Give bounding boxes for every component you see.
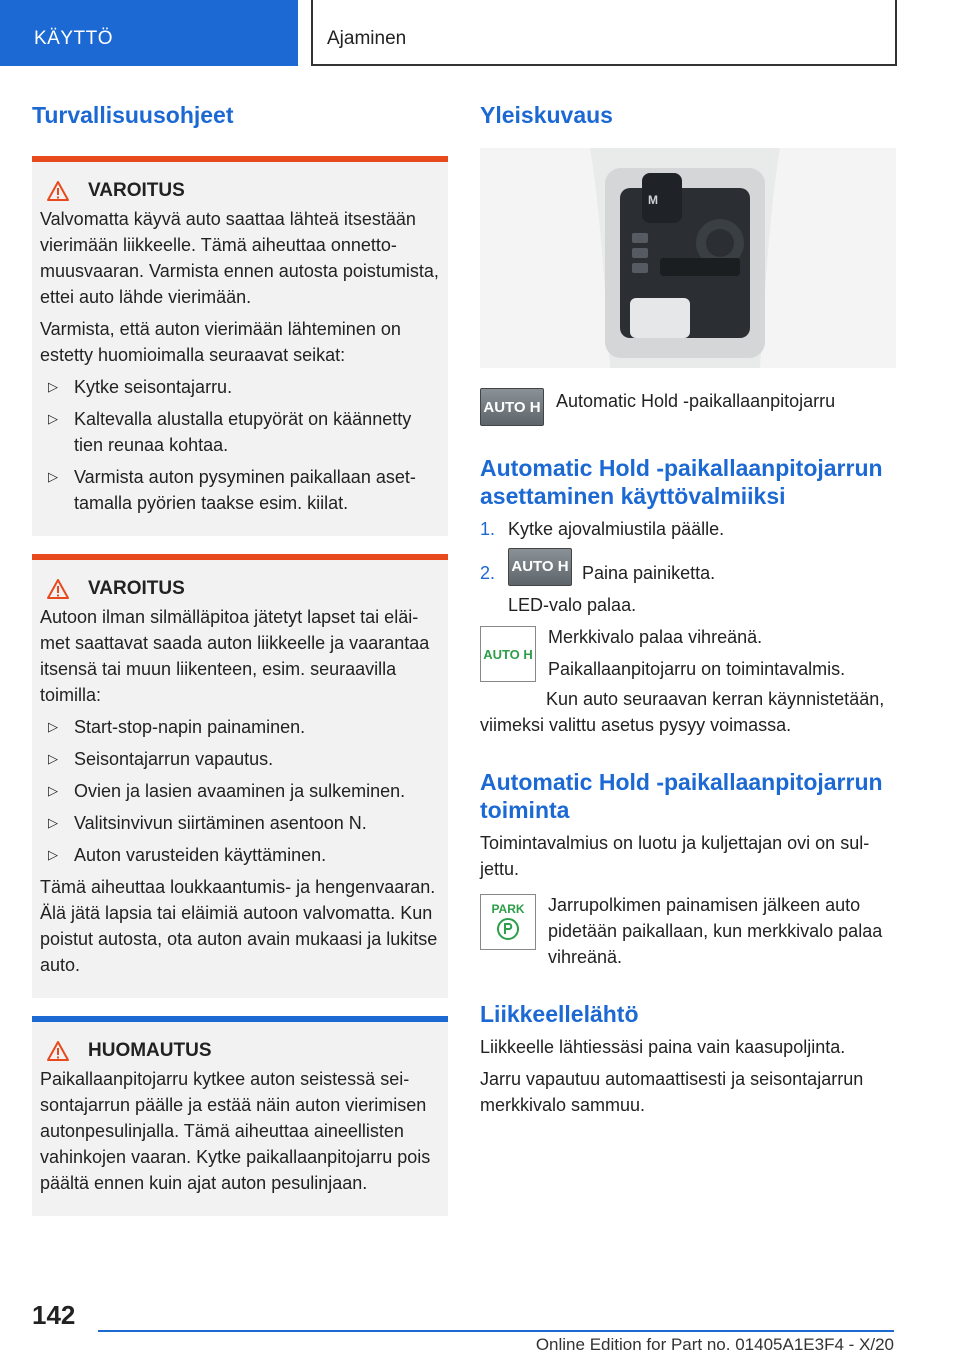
list-item: ▷ Seisontajarrun vapautus. bbox=[48, 749, 274, 769]
warning-triangle-icon bbox=[46, 180, 70, 202]
autoh-setup-title: Automatic Hold -paikallaanpitojarrun asettaminen käyttövalmiiksi bbox=[480, 455, 883, 509]
step-2: 2. AUTO H Paina painiketta. bbox=[480, 548, 896, 586]
steps bbox=[480, 516, 896, 618]
warning-text: Tämä aiheuttaa loukkaantumis- ja hengenvaaran. Älä jätä lapsia tai eläimiä autoon valvomatta. Kun poistut autosta, ota auton avain mukaasi ja lukitse auto. bbox=[40, 877, 438, 975]
list-item: ▷ Valitsinvivun siirtäminen asentoon N. bbox=[48, 813, 367, 833]
parking-circle-icon bbox=[495, 916, 521, 942]
warning-text: Varmista, että auton vierimään lähteminen on estetty huomioimalla seuraavat seikat: bbox=[40, 319, 401, 365]
overview-title: Yleiskuvaus bbox=[480, 102, 613, 128]
indicator-row bbox=[480, 626, 896, 688]
park-text: Jarrupolkimen painamisen jälkeen auto pidetään paikallaan, kun merkkivalo palaa vihreänä. bbox=[548, 895, 883, 967]
autoh-caption: Automatic Hold -paikallaanpitojarru bbox=[556, 391, 836, 411]
list-item: ▷ Start-stop-napin painaminen. bbox=[48, 717, 306, 737]
list-item: ▷ Varmista auton pysyminen paikallaan asettamalla pyörien taakse esim. kiilat. bbox=[48, 467, 416, 513]
indicator-text: Merkkivalo palaa vihreänä. bbox=[548, 627, 763, 647]
section-label: Ajaminen bbox=[327, 28, 407, 49]
driveoff-text: Jarru vapautuu automaattisesti ja seisontajarrun merkkivalo sammuu. bbox=[480, 1069, 864, 1115]
park-row bbox=[480, 894, 896, 970]
autoh-function-title: Automatic Hold -paikallaanpitojarrun toiminta bbox=[480, 769, 883, 823]
warning-title: VAROITUS bbox=[88, 180, 185, 201]
autoh-indicator-icon: AUTO H bbox=[480, 626, 536, 682]
svg-text:M: M bbox=[648, 193, 658, 207]
list-item: ▷ Auton varusteiden käyttäminen. bbox=[48, 845, 327, 865]
center-console-photo bbox=[480, 148, 896, 368]
edition-text: Online Edition for Part no. 01405A1E3F4 - X/20 bbox=[535, 1335, 894, 1354]
chapter-tab bbox=[0, 0, 298, 66]
driveoff-title: Liikkeellelähtö bbox=[480, 1001, 639, 1027]
autoh-button-icon: AUTO H bbox=[508, 548, 572, 586]
section-tab bbox=[311, 0, 897, 66]
indicator-text: Kun auto seuraavan kerran käynnistetään, viimeksi valittu asetus pysyy voimassa. bbox=[480, 689, 885, 735]
list-item: ▷ Ovien ja lasien avaaminen ja sulkeminen. bbox=[48, 781, 406, 801]
right-column bbox=[480, 100, 896, 1124]
notice-title: HUOMAUTUS bbox=[88, 1040, 212, 1061]
warning-list bbox=[40, 374, 440, 516]
left-column bbox=[32, 100, 448, 1216]
list-item: ▷ Kaltevalla alustalla etupyörät on käännetty tien reunaa kohtaa. bbox=[48, 409, 412, 455]
warning-text: Valvomatta käyvä auto saattaa lähteä itsestään vierimään liikkeelle. Tämä aiheuttaa onnettomuusvaaran. Varmista ennen autosta poistumista, ettei auto lähde vierimään. bbox=[40, 209, 439, 307]
autoh-button-icon: AUTO H bbox=[480, 388, 544, 426]
warning-triangle-icon bbox=[46, 578, 70, 600]
function-text: Toimintavalmius on luotu ja kuljettajan ovi on suljettu. bbox=[480, 833, 870, 879]
notice-box bbox=[32, 1016, 448, 1216]
footer-divider bbox=[98, 1330, 894, 1332]
park-indicator-icon bbox=[480, 894, 536, 950]
warning-list bbox=[40, 714, 440, 868]
warning-text: Autoon ilman silmälläpitoa jätetyt lapset tai eläimet saattavat saada auton liikkeelle ja vaarantaa itsensä tai muun liikenteen, esim. seuraavilla toimilla: bbox=[40, 607, 430, 705]
gear-selector-illustration bbox=[480, 148, 896, 368]
warning-box-1 bbox=[32, 156, 448, 536]
page-number: 142 bbox=[32, 1300, 76, 1330]
driveoff-text: Liikkeelle lähtiessäsi paina vain kaasupoljinta. bbox=[480, 1037, 846, 1057]
warning-title: VAROITUS bbox=[88, 578, 185, 599]
warning-box-2 bbox=[32, 554, 448, 998]
notice-triangle-icon bbox=[46, 1040, 70, 1062]
chapter-label: KÄYTTÖ bbox=[34, 28, 114, 49]
autoh-caption-row bbox=[480, 388, 896, 426]
indicator-text: Paikallaanpitojarru on toimintavalmis. bbox=[548, 659, 846, 679]
safety-title: Turvallisuusohjeet bbox=[32, 102, 234, 128]
list-item: ▷ Kytke seisontajarru. bbox=[48, 377, 233, 397]
led-text: LED-valo palaa. bbox=[508, 595, 637, 615]
park-label: PARK bbox=[491, 901, 525, 916]
step-1: 1. Kytke ajovalmiustila päälle. bbox=[480, 519, 725, 539]
notice-text: Paikallaanpitojarru kytkee auton seistessä seisontajarrun päälle ja estää näin auton vierimisen autonpesulinjalla. Tämä aiheuttaa aineellisten vahinkojen vaaran. Kytke paikallaanpitojarru pois päältä ennen kuin ajat auton pesulinjaan. bbox=[40, 1069, 431, 1193]
